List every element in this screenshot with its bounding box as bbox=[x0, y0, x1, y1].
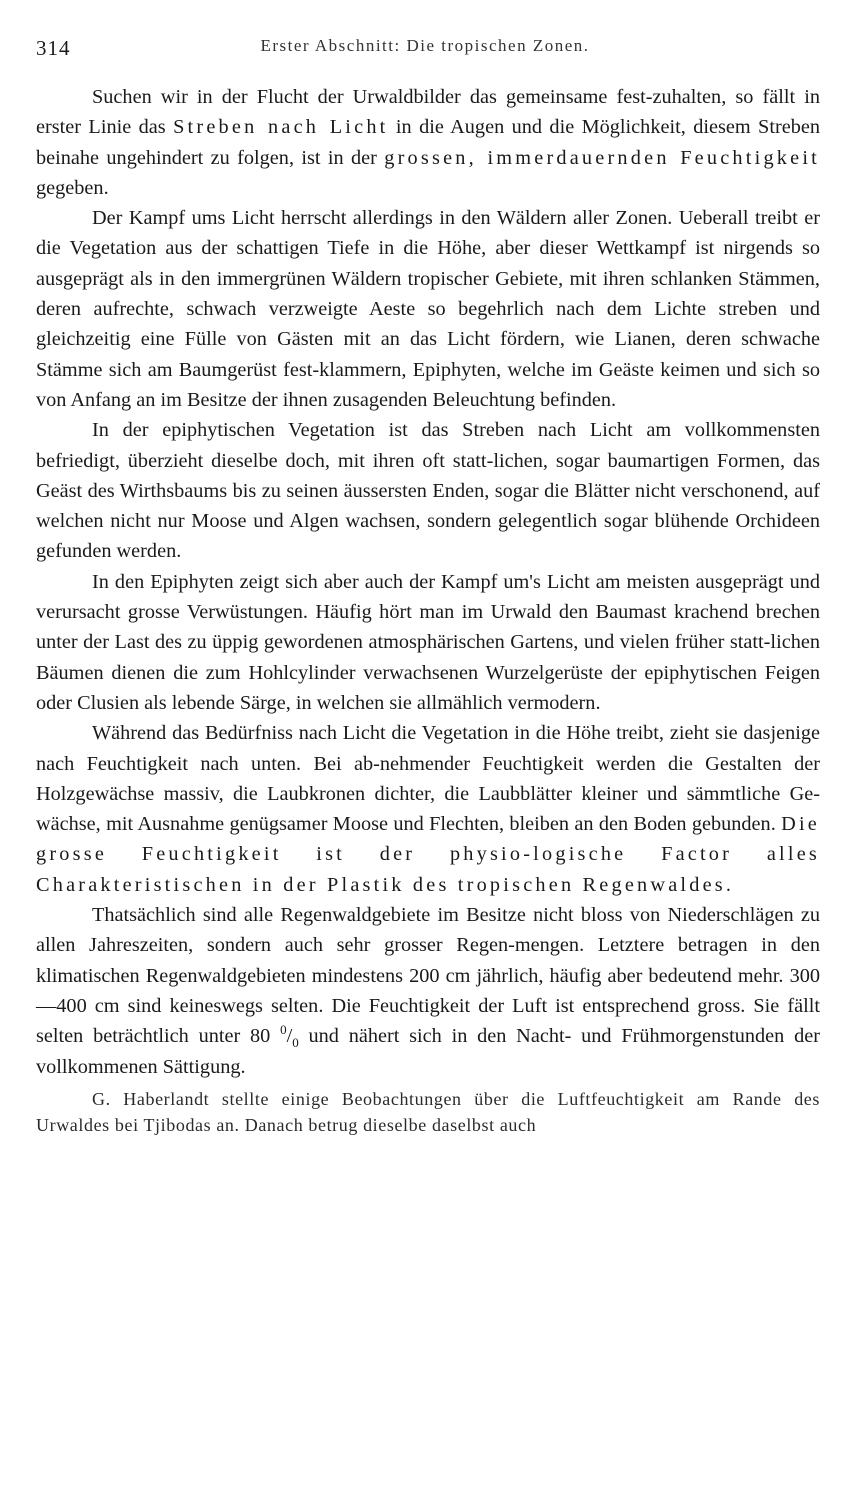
paragraph-1-text-e: gegeben. bbox=[36, 176, 109, 199]
body-text bbox=[36, 82, 820, 1138]
percent-sign-bottom: 0 bbox=[292, 1035, 299, 1051]
paragraph-1-emphasis-feuchtigkeit: grossen, immerdauernden Feuchtigkeit bbox=[384, 146, 820, 169]
page-number: 314 bbox=[36, 36, 71, 60]
paragraph-6-text-a: Thatsächlich sind alle Regenwaldgebiete im Besitze nicht bloss von Niederschlägen zu allen Jahreszeiten, sondern auch sehr grosser Regen-mengen. Letztere betragen in den klimatischen Regenwaldgebieten mindestens 200 cm jährlich, häufig aber bedeutend mehr. 300—400 cm sind keineswegs selten. Die Feuchtigkeit der Luft ist entsprechend gross. Sie fällt selten beträchtlich unter 80 bbox=[36, 904, 820, 1048]
paragraph-1-text-a: Suchen wir in der Flucht der Urwaldbilder das gemeinsame fest-zuhalten, so fällt in erster Linie das bbox=[36, 86, 820, 139]
paragraph-1-text-c: in die Augen und die Möglichkeit, diesem Streben beinahe ungehindert zu folgen, ist in der bbox=[36, 116, 821, 169]
paragraph-6-text-b: und nähert sich in den Nacht- und Frühmorgenstunden der vollkommenen Sättigung. bbox=[36, 1025, 820, 1078]
running-title: Erster Abschnitt: Die tropischen Zonen. bbox=[260, 36, 590, 55]
page-header bbox=[36, 36, 814, 66]
paragraph-1-emphasis-streben: Streben nach Licht bbox=[173, 116, 389, 139]
paragraph-4: In den Epiphyten zeigt sich aber auch der Kampf um's Licht am meisten ausgeprägt und verursacht grosse Verwüstungen. Häufig hört man im Urwald den Baumast krachend brechen unter der Last des zu üppig gewordenen atmosphärischen Gartens, und vielen früher statt-lichen Bäumen dienen die zum Hohlcylinder verwachsenen Wurzelgerüste der epiphytischen Feigen oder Clusien als lebende Särge, in welchen sie allmählich vermodern. bbox=[36, 570, 820, 714]
paragraph-5-text-a: Während das Bedürfniss nach Licht die Vegetation in die Höhe treibt, zieht sie dasjenige nach Feuchtigkeit nach unten. Bei ab-nehmender Feuchtigkeit werden die Gestalten der Holzgewächse massiv, die Laubkronen dichter, die Laubblätter kleiner und sämmtliche Ge-wächse, mit Ausnahme genügsamer Moose und Flechten, bleiben an den Boden gebunden. bbox=[36, 722, 820, 836]
paragraph-5 bbox=[36, 718, 820, 900]
paragraph-2: Der Kampf ums Licht herrscht allerdings in den Wäldern aller Zonen. Ueberall treibt er die Vegetation aus der schattigen Tiefe in die Höhe, aber dieser Wettkampf ist nirgends so ausgeprägt als in den immergrünen Wäldern tropischer Gebiete, mit ihren schlanken Stämmen, deren aufrechte, schwach verzweigte Aeste so begehrlich nach dem Lichte streben und gleichzeitig eine Fülle von Gästen mit an das Licht fördern, wie Lianen, deren schwache Stämme sich am Baumgerüst fest-klammern, Epiphyten, welche im Geäste keimen und sich so von Anfang an im Besitze der ihnen zusagenden Beleuchtung befinden. bbox=[36, 207, 820, 411]
percent-sign-top: 0 bbox=[280, 1022, 287, 1038]
percent-sign-slash: / bbox=[286, 1025, 293, 1048]
paragraph-3: In der epiphytischen Vegetation ist das Streben nach Licht am vollkommensten befriedigt, überzieht dieselbe doch, mit ihren oft statt-lichen, sogar baumartigen Formen, das Geäst des Wirthsbaums bis zu seinen äussersten Enden, sogar die Blätter nicht verschonend, auf welchen nicht nur Moose und Algen wachsen, sondern gelegentlich sogar blühende Orchideen gefunden werden. bbox=[36, 419, 820, 563]
paragraph-7-small-print: G. Haberlandt stellte einige Beobachtungen über die Luftfeuchtigkeit am Rande des Urwaldes bei Tjibodas an. Danach betrug dieselbe daselbst auch bbox=[36, 1088, 820, 1135]
paragraph-6 bbox=[36, 900, 820, 1082]
paragraph-1 bbox=[36, 82, 820, 203]
paragraph-5-emphasis: Die grosse Feuchtigkeit ist der physio-logische Factor alles Charakteristischen in der Plastik des tropischen Regenwaldes. bbox=[36, 813, 820, 896]
